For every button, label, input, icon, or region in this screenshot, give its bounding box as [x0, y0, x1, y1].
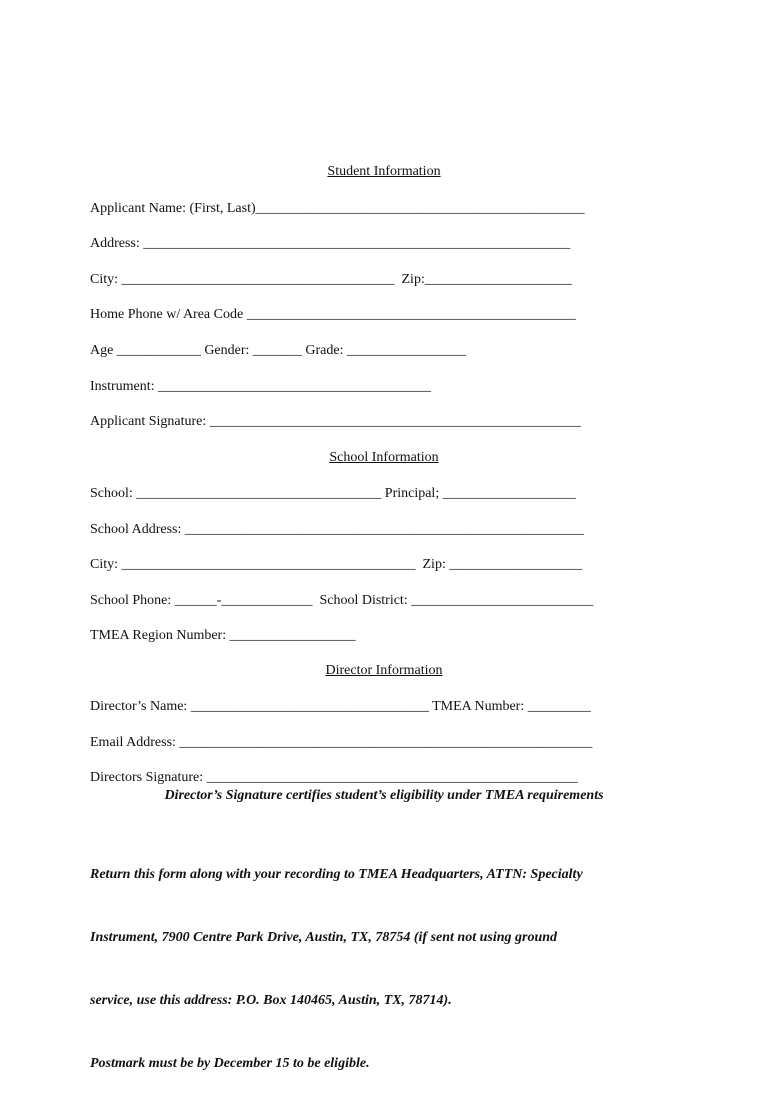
school-city-zip-field[interactable]: City: __________________________________________ Zip: ___________________ [90, 557, 583, 572]
instrument-field[interactable]: Instrument: _______________________________________ [90, 379, 432, 394]
email-address-field[interactable]: Email Address: ___________________________________________________________ [90, 735, 593, 750]
tmea-region-field[interactable]: TMEA Region Number: __________________ [90, 628, 356, 643]
address-field[interactable]: Address: _____________________________________________________________ [90, 236, 571, 251]
director-certifies-note: Director’s Signature certifies student’s eligibility under TMEA requirements [164, 788, 604, 803]
school-address-field[interactable]: School Address: _________________________________________________________ [90, 522, 584, 537]
applicant-name-field[interactable]: Applicant Name: (First, Last)_______________________________________________ [90, 201, 585, 216]
return-line-1: Return this form along with your recording to TMEA Headquarters, ATTN: Specialty [90, 867, 583, 882]
school-information-heading: School Information [329, 450, 439, 465]
applicant-signature-field[interactable]: Applicant Signature: _____________________________________________________ [90, 414, 581, 429]
postmark-deadline: Postmark must be by December 15 to be eligible. [90, 1056, 370, 1071]
school-principal-field[interactable]: School: ___________________________________ Principal; ___________________ [90, 486, 576, 501]
return-instructions [90, 822, 583, 1095]
director-information-heading: Director Information [325, 663, 443, 678]
age-gender-grade-field[interactable]: Age ____________ Gender: _______ Grade: _________________ [90, 343, 467, 358]
return-line-3: service, use this address: P.O. Box 140465, Austin, TX, 78714). [90, 993, 452, 1008]
return-line-2: Instrument, 7900 Centre Park Drive, Austin, TX, 78754 (if sent not using ground [90, 930, 558, 945]
student-information-heading: Student Information [327, 164, 441, 179]
school-phone-district-field[interactable]: School Phone: ______-_____________ School District: __________________________ [90, 593, 594, 608]
director-name-number-field[interactable]: Director’s Name: __________________________________ TMEA Number: _________ [90, 699, 591, 714]
home-phone-field[interactable]: Home Phone w/ Area Code _______________________________________________ [90, 307, 576, 322]
directors-signature-field[interactable]: Directors Signature: _____________________________________________________ [90, 770, 578, 785]
city-zip-field[interactable]: City: _______________________________________ Zip:_____________________ [90, 272, 572, 287]
